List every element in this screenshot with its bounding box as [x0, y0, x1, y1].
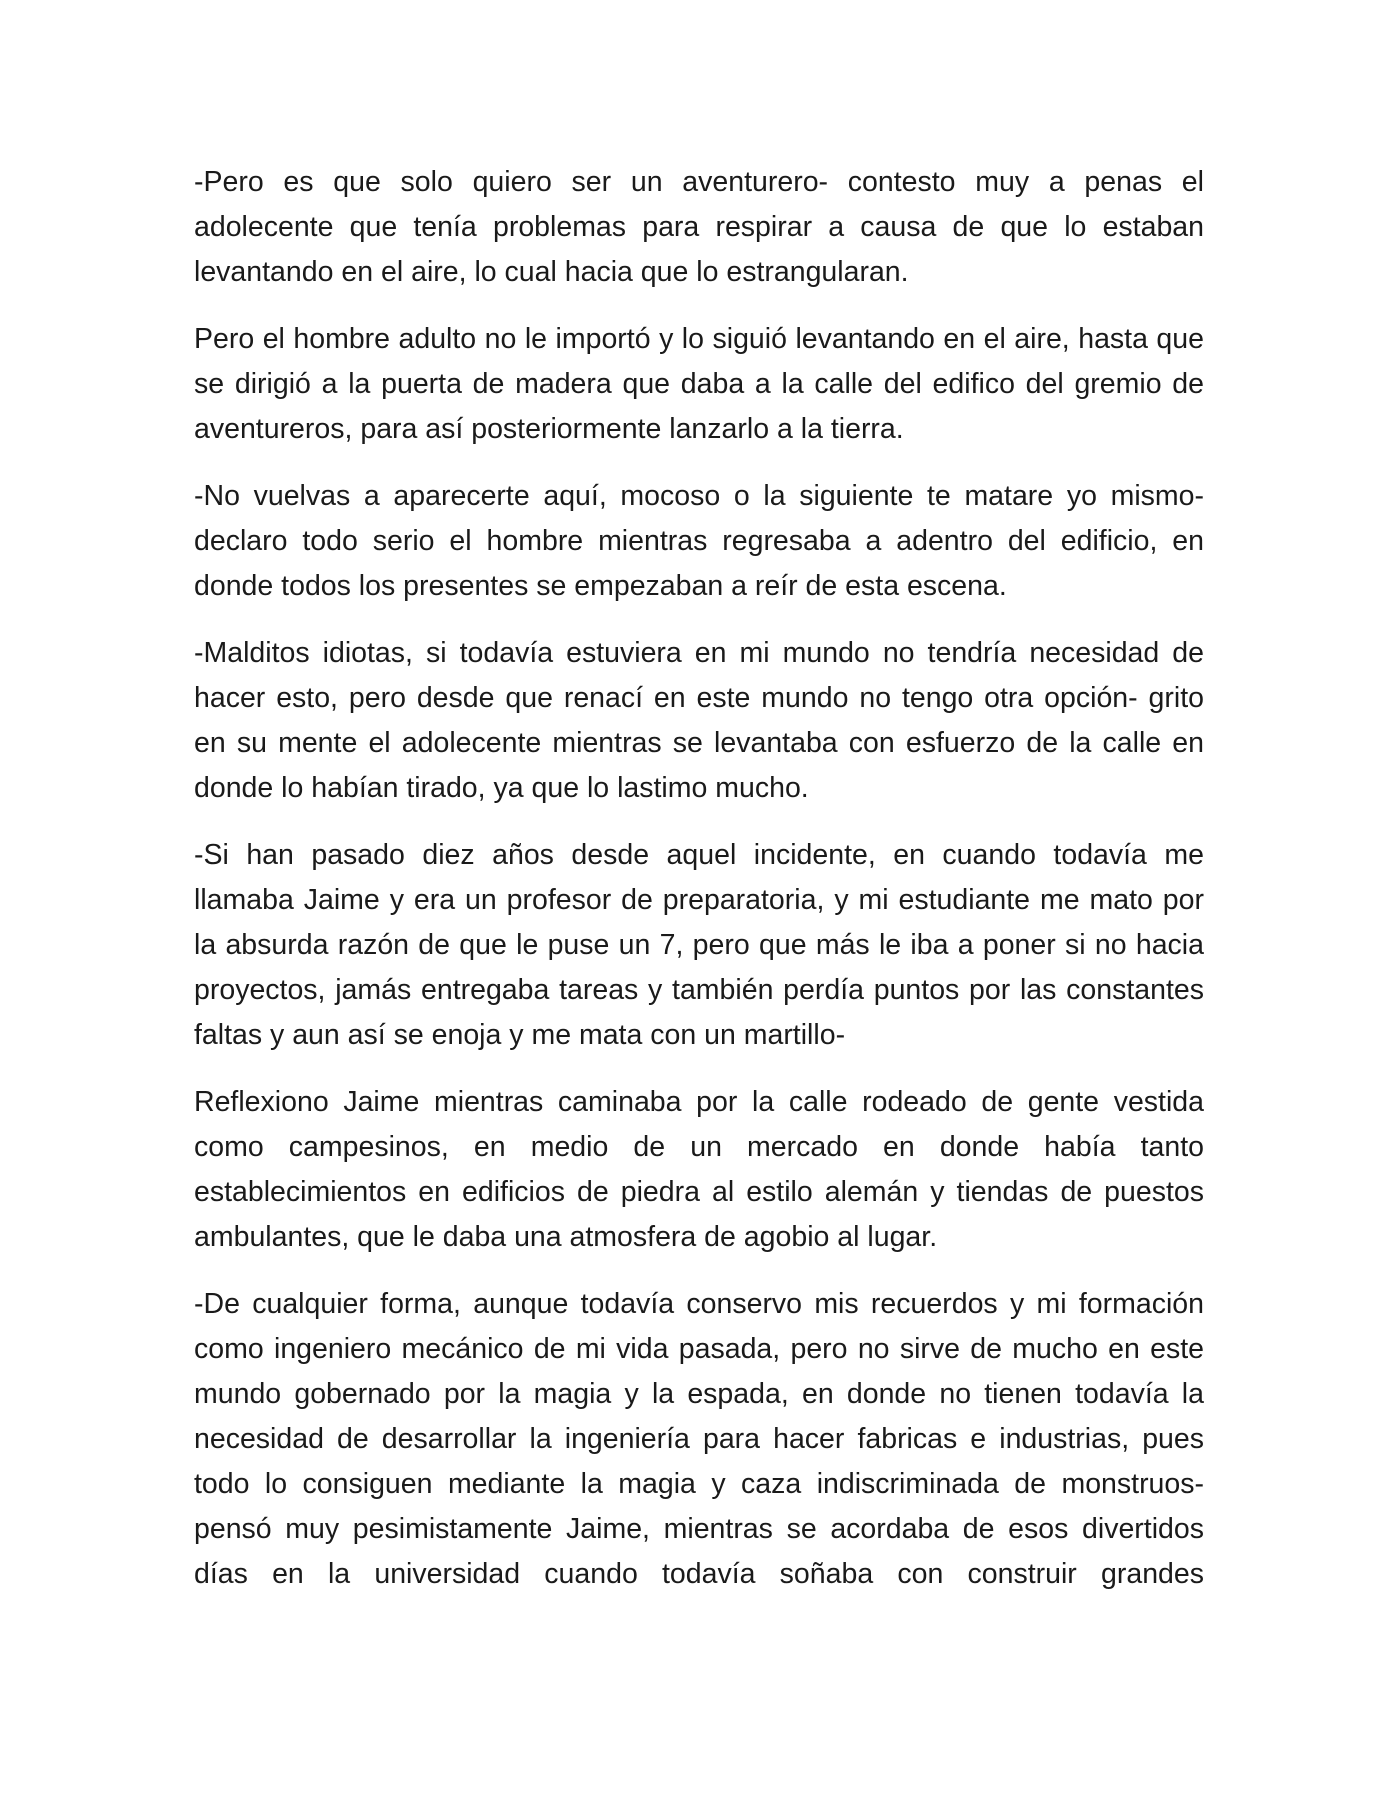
paragraph-7: -De cualquier forma, aunque todavía conservo mis recuerdos y mi formación como ingeniero mecánico de mi vida pasada, pero no sirve de mucho en este mundo gobernado por la magia y la espada, en donde no tienen todavía la necesidad de desarrollar la ingeniería para hacer fabricas e industrias, pues todo lo consiguen mediante la magia y caza indiscriminada de monstruos- pensó muy pesimistamente Jaime, mientras se acordaba de esos divertidos días en la universidad cuando todavía soñaba con construir grandes: [194, 1288, 1204, 1590]
paragraph-4: -Malditos idiotas, si todavía estuviera en mi mundo no tendría necesidad de hacer esto, pero desde que renací en este mundo no tengo otra opción- grito en su mente el adolecente mientras se levantaba con esfuerzo de la calle en donde lo habían tirado, ya que lo lastimo mucho.: [194, 637, 1204, 804]
body-text: [194, 160, 1204, 1619]
paragraph-2: Pero el hombre adulto no le importó y lo siguió levantando en el aire, hasta que se dirigió a la puerta de madera que daba a la calle del edifico del gremio de aventureros, para así posteriormente lanzarlo a la tierra.: [194, 323, 1204, 445]
paragraph-5: -Si han pasado diez años desde aquel incidente, en cuando todavía me llamaba Jaime y era un profesor de preparatoria, y mi estudiante me mato por la absurda razón de que le puse un 7, pero que más le iba a poner si no hacia proyectos, jamás entregaba tareas y también perdía puntos por las constantes faltas y aun así se enoja y me mata con un martillo-: [194, 839, 1204, 1051]
paragraph-6: Reflexiono Jaime mientras caminaba por la calle rodeado de gente vestida como campesinos, en medio de un mercado en donde había tanto establecimientos en edificios de piedra al estilo alemán y tiendas de puestos ambulantes, que le daba una atmosfera de agobio al lugar.: [194, 1086, 1204, 1253]
paragraph-3: -No vuelvas a aparecerte aquí, mocoso o la siguiente te matare yo mismo- declaro todo serio el hombre mientras regresaba a adentro del edificio, en donde todos los presentes se empezaban a reír de esta escena.: [194, 480, 1204, 602]
paragraph-1: -Pero es que solo quiero ser un aventurero- contesto muy a penas el adolecente que tenía problemas para respirar a causa de que lo estaban levantando en el aire, lo cual hacia que lo estrangularan.: [194, 166, 1204, 288]
